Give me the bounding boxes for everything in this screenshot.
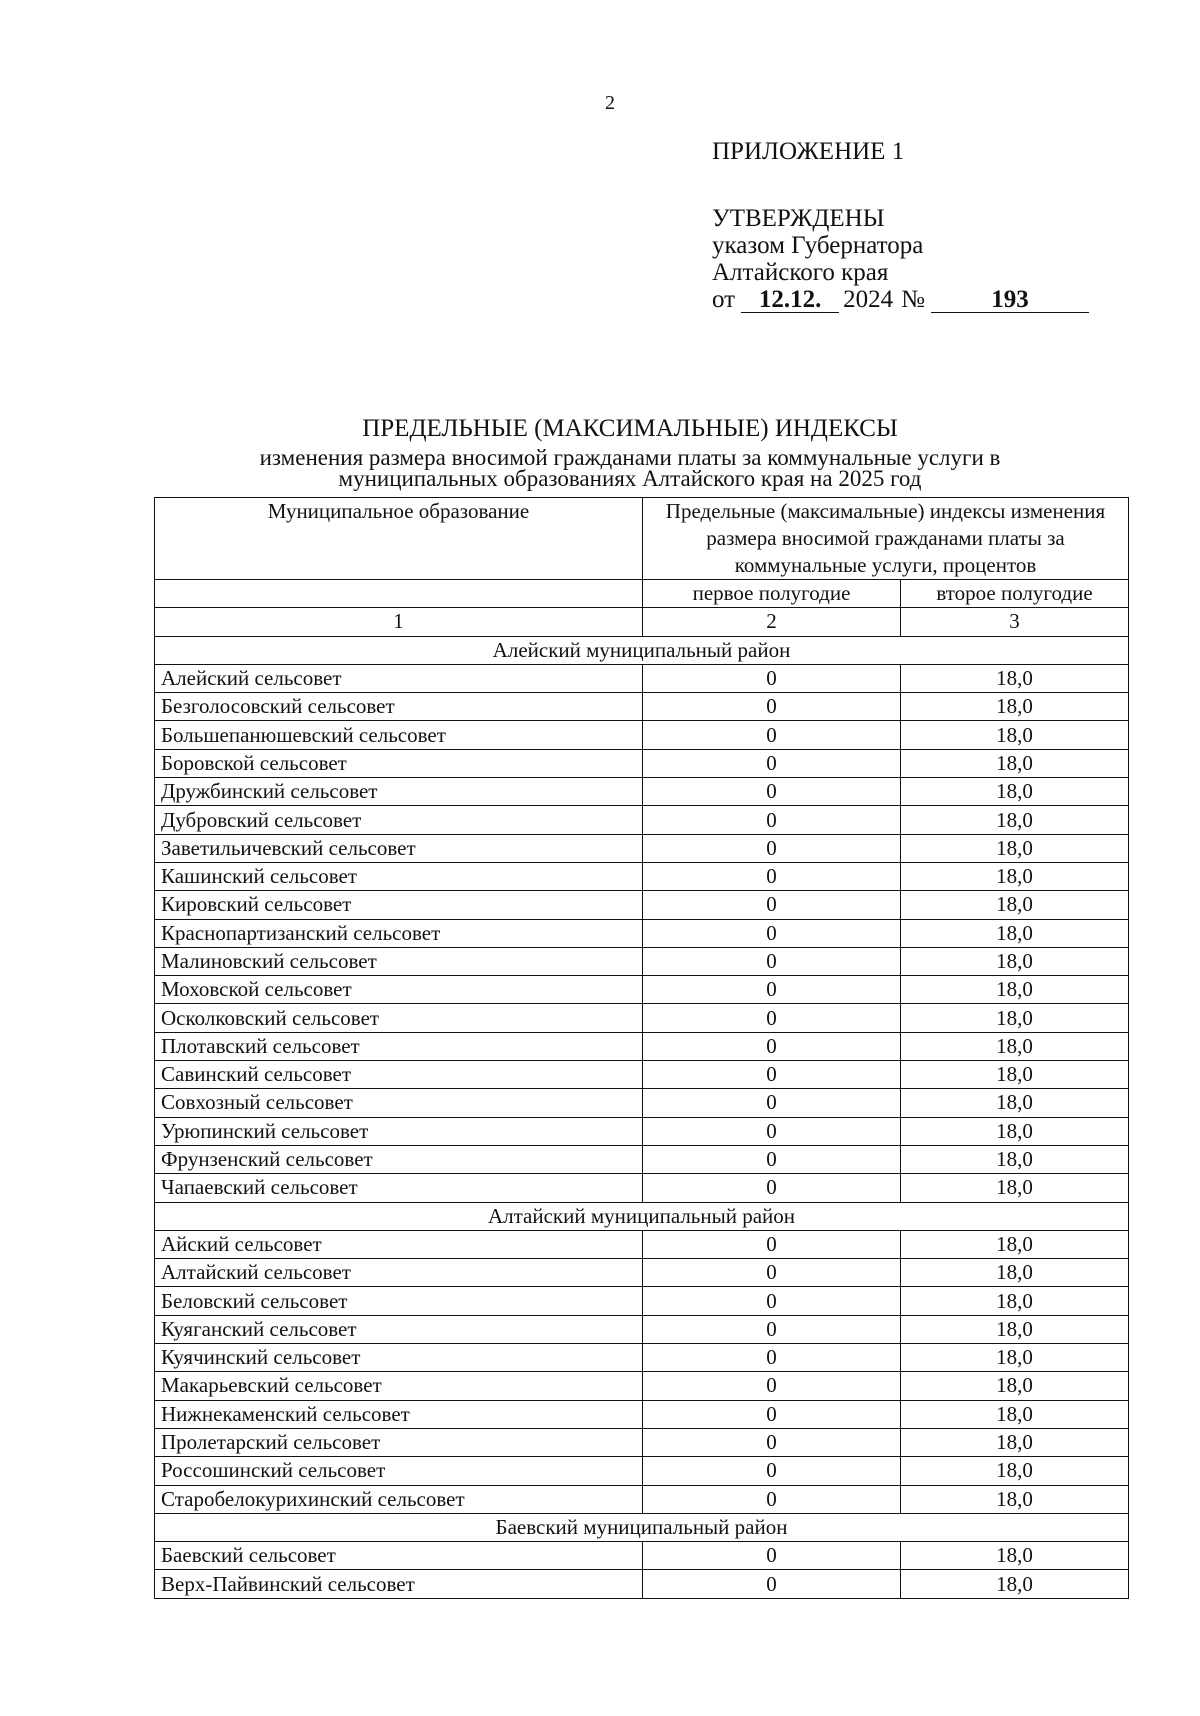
first-half-value: 0 bbox=[643, 693, 901, 721]
second-half-value: 18,0 bbox=[901, 1372, 1129, 1400]
second-half-value: 18,0 bbox=[901, 1485, 1129, 1513]
second-half-value: 18,0 bbox=[901, 1032, 1129, 1060]
header-indexes: Предельные (максимальные) индексы изменения размера вносимой гражданами платы за коммунальные услуги, процентов bbox=[643, 498, 1129, 580]
first-half-value: 0 bbox=[643, 1004, 901, 1032]
column-number-2: 2 bbox=[643, 608, 901, 636]
table-row bbox=[155, 1004, 1129, 1032]
municipality-name: Россошинский сельсовет bbox=[155, 1457, 643, 1485]
table-row bbox=[155, 947, 1129, 975]
second-half-value: 18,0 bbox=[901, 1457, 1129, 1485]
municipality-name: Большепанюшевский сельсовет bbox=[155, 721, 643, 749]
municipality-name: Старобелокурихинский сельсовет bbox=[155, 1485, 643, 1513]
table-row bbox=[155, 862, 1129, 890]
second-half-value: 18,0 bbox=[901, 721, 1129, 749]
approval-title: УТВЕРЖДЕНЫ bbox=[712, 205, 885, 232]
first-half-value: 0 bbox=[643, 749, 901, 777]
first-half-value: 0 bbox=[643, 1259, 901, 1287]
district-name: Алтайский муниципальный район bbox=[155, 1202, 1129, 1230]
second-half-value: 18,0 bbox=[901, 1089, 1129, 1117]
second-half-value: 18,0 bbox=[901, 947, 1129, 975]
table-row bbox=[155, 1372, 1129, 1400]
municipality-name: Алейский сельсовет bbox=[155, 664, 643, 692]
municipality-name: Совхозный сельсовет bbox=[155, 1089, 643, 1117]
table-row bbox=[155, 1428, 1129, 1456]
table-row bbox=[155, 1400, 1129, 1428]
subtitle-line-2: муниципальных образованиях Алтайского края на 2025 год bbox=[338, 466, 922, 491]
table-row bbox=[155, 1457, 1129, 1485]
table-row bbox=[155, 919, 1129, 947]
second-half-value: 18,0 bbox=[901, 1542, 1129, 1570]
approval-year: 2024 bbox=[843, 286, 894, 313]
district-row bbox=[155, 1202, 1129, 1230]
second-half-value: 18,0 bbox=[901, 862, 1129, 890]
table-row bbox=[155, 1485, 1129, 1513]
first-half-value: 0 bbox=[643, 664, 901, 692]
municipality-name: Алтайский сельсовет bbox=[155, 1259, 643, 1287]
first-half-value: 0 bbox=[643, 1117, 901, 1145]
subtitle-line-1: изменения размера вносимой гражданами платы за коммунальные услуги в bbox=[259, 445, 1001, 470]
table-row bbox=[155, 834, 1129, 862]
first-half-value: 0 bbox=[643, 1428, 901, 1456]
table-row bbox=[155, 1259, 1129, 1287]
second-half-value: 18,0 bbox=[901, 1428, 1129, 1456]
second-half-value: 18,0 bbox=[901, 1174, 1129, 1202]
table-header-row bbox=[155, 498, 1129, 580]
column-number-3: 3 bbox=[901, 608, 1129, 636]
second-half-value: 18,0 bbox=[901, 1400, 1129, 1428]
table-row bbox=[155, 891, 1129, 919]
second-half-value: 18,0 bbox=[901, 1570, 1129, 1598]
first-half-value: 0 bbox=[643, 1344, 901, 1372]
first-half-value: 0 bbox=[643, 806, 901, 834]
table-row bbox=[155, 1287, 1129, 1315]
first-half-value: 0 bbox=[643, 1542, 901, 1570]
table-row bbox=[155, 1570, 1129, 1598]
second-half-value: 18,0 bbox=[901, 1259, 1129, 1287]
municipality-name: Баевский сельсовет bbox=[155, 1542, 643, 1570]
second-half-value: 18,0 bbox=[901, 1230, 1129, 1258]
first-half-value: 0 bbox=[643, 1315, 901, 1343]
municipality-name: Малиновский сельсовет bbox=[155, 947, 643, 975]
table-subheader-row bbox=[155, 580, 1129, 608]
second-half-value: 18,0 bbox=[901, 664, 1129, 692]
page-number: 2 bbox=[605, 92, 615, 114]
second-half-value: 18,0 bbox=[901, 806, 1129, 834]
first-half-value: 0 bbox=[643, 1400, 901, 1428]
second-half-value: 18,0 bbox=[901, 1117, 1129, 1145]
municipality-name: Айский сельсовет bbox=[155, 1230, 643, 1258]
first-half-value: 0 bbox=[643, 1145, 901, 1173]
first-half-value: 0 bbox=[643, 976, 901, 1004]
first-half-value: 0 bbox=[643, 778, 901, 806]
first-half-value: 0 bbox=[643, 862, 901, 890]
second-half-value: 18,0 bbox=[901, 1344, 1129, 1372]
second-half-value: 18,0 bbox=[901, 1315, 1129, 1343]
table-row bbox=[155, 976, 1129, 1004]
second-half-value: 18,0 bbox=[901, 693, 1129, 721]
municipality-name: Куяганский сельсовет bbox=[155, 1315, 643, 1343]
table-column-numbers-row bbox=[155, 608, 1129, 636]
municipality-name: Кашинский сельсовет bbox=[155, 862, 643, 890]
district-row bbox=[155, 636, 1129, 664]
number-label: № bbox=[901, 286, 925, 313]
municipality-name: Дубровский сельсовет bbox=[155, 806, 643, 834]
table-row bbox=[155, 1542, 1129, 1570]
table-row bbox=[155, 1174, 1129, 1202]
municipality-name: Чапаевский сельсовет bbox=[155, 1174, 643, 1202]
municipality-name: Верх-Пайвинский сельсовет bbox=[155, 1570, 643, 1598]
table-row bbox=[155, 1315, 1129, 1343]
municipality-name: Кировский сельсовет bbox=[155, 891, 643, 919]
municipality-name: Фрунзенский сельсовет bbox=[155, 1145, 643, 1173]
second-half-value: 18,0 bbox=[901, 1287, 1129, 1315]
second-half-value: 18,0 bbox=[901, 1061, 1129, 1089]
first-half-value: 0 bbox=[643, 919, 901, 947]
second-half-value: 18,0 bbox=[901, 778, 1129, 806]
district-row bbox=[155, 1513, 1129, 1541]
column-number-1: 1 bbox=[155, 608, 643, 636]
municipality-name: Макарьевский сельсовет bbox=[155, 1372, 643, 1400]
municipality-name: Урюпинский сельсовет bbox=[155, 1117, 643, 1145]
first-half-value: 0 bbox=[643, 1287, 901, 1315]
approval-number: 193 bbox=[931, 288, 1089, 313]
table-row bbox=[155, 1089, 1129, 1117]
first-half-value: 0 bbox=[643, 1089, 901, 1117]
municipality-name: Боровской сельсовет bbox=[155, 749, 643, 777]
table-row bbox=[155, 1032, 1129, 1060]
first-half-value: 0 bbox=[643, 834, 901, 862]
municipality-name: Дружбинский сельсовет bbox=[155, 778, 643, 806]
from-label: от bbox=[712, 286, 736, 313]
table-row bbox=[155, 806, 1129, 834]
table-row bbox=[155, 778, 1129, 806]
indexes-table bbox=[154, 497, 1129, 1599]
approval-date-line bbox=[712, 286, 1089, 313]
municipality-name: Беловский сельсовет bbox=[155, 1287, 643, 1315]
approval-line-2: Алтайского края bbox=[712, 259, 889, 286]
first-half-value: 0 bbox=[643, 1061, 901, 1089]
municipality-name: Безголосовский сельсовет bbox=[155, 693, 643, 721]
first-half-value: 0 bbox=[643, 947, 901, 975]
municipality-name: Моховской сельсовет bbox=[155, 976, 643, 1004]
first-half-value: 0 bbox=[643, 1372, 901, 1400]
first-half-value: 0 bbox=[643, 1230, 901, 1258]
first-half-value: 0 bbox=[643, 1570, 901, 1598]
municipality-name: Плотавский сельсовет bbox=[155, 1032, 643, 1060]
municipality-name: Пролетарский сельсовет bbox=[155, 1428, 643, 1456]
second-half-value: 18,0 bbox=[901, 976, 1129, 1004]
document-subtitle bbox=[150, 447, 1110, 489]
second-half-value: 18,0 bbox=[901, 749, 1129, 777]
header-first-half: первое полугодие bbox=[643, 580, 901, 608]
second-half-value: 18,0 bbox=[901, 1004, 1129, 1032]
table-row bbox=[155, 1117, 1129, 1145]
table-row bbox=[155, 1061, 1129, 1089]
approval-block bbox=[712, 205, 1089, 313]
header-municipality: Муниципальное образование bbox=[155, 498, 643, 580]
first-half-value: 0 bbox=[643, 1485, 901, 1513]
first-half-value: 0 bbox=[643, 721, 901, 749]
table-row bbox=[155, 693, 1129, 721]
first-half-value: 0 bbox=[643, 1174, 901, 1202]
municipality-name: Краснопартизанский сельсовет bbox=[155, 919, 643, 947]
table-row bbox=[155, 721, 1129, 749]
first-half-value: 0 bbox=[643, 1032, 901, 1060]
second-half-value: 18,0 bbox=[901, 1145, 1129, 1173]
approval-date: 12.12. bbox=[741, 288, 839, 313]
subheader-empty bbox=[155, 580, 643, 608]
district-name: Баевский муниципальный район bbox=[155, 1513, 1129, 1541]
header-second-half: второе полугодие bbox=[901, 580, 1129, 608]
second-half-value: 18,0 bbox=[901, 919, 1129, 947]
approval-line-1: указом Губернатора bbox=[712, 232, 924, 259]
municipality-name: Куячинский сельсовет bbox=[155, 1344, 643, 1372]
table-row bbox=[155, 664, 1129, 692]
second-half-value: 18,0 bbox=[901, 891, 1129, 919]
annex-title: ПРИЛОЖЕНИЕ 1 bbox=[712, 138, 905, 165]
table-row bbox=[155, 1145, 1129, 1173]
municipality-name: Нижнекаменский сельсовет bbox=[155, 1400, 643, 1428]
first-half-value: 0 bbox=[643, 891, 901, 919]
district-name: Алейский муниципальный район bbox=[155, 636, 1129, 664]
table-row bbox=[155, 749, 1129, 777]
second-half-value: 18,0 bbox=[901, 834, 1129, 862]
table-row bbox=[155, 1230, 1129, 1258]
document-title: ПРЕДЕЛЬНЫЕ (МАКСИМАЛЬНЫЕ) ИНДЕКСЫ bbox=[362, 415, 898, 442]
municipality-name: Савинский сельсовет bbox=[155, 1061, 643, 1089]
municipality-name: Заветильичевский сельсовет bbox=[155, 834, 643, 862]
municipality-name: Осколковский сельсовет bbox=[155, 1004, 643, 1032]
table-row bbox=[155, 1344, 1129, 1372]
first-half-value: 0 bbox=[643, 1457, 901, 1485]
